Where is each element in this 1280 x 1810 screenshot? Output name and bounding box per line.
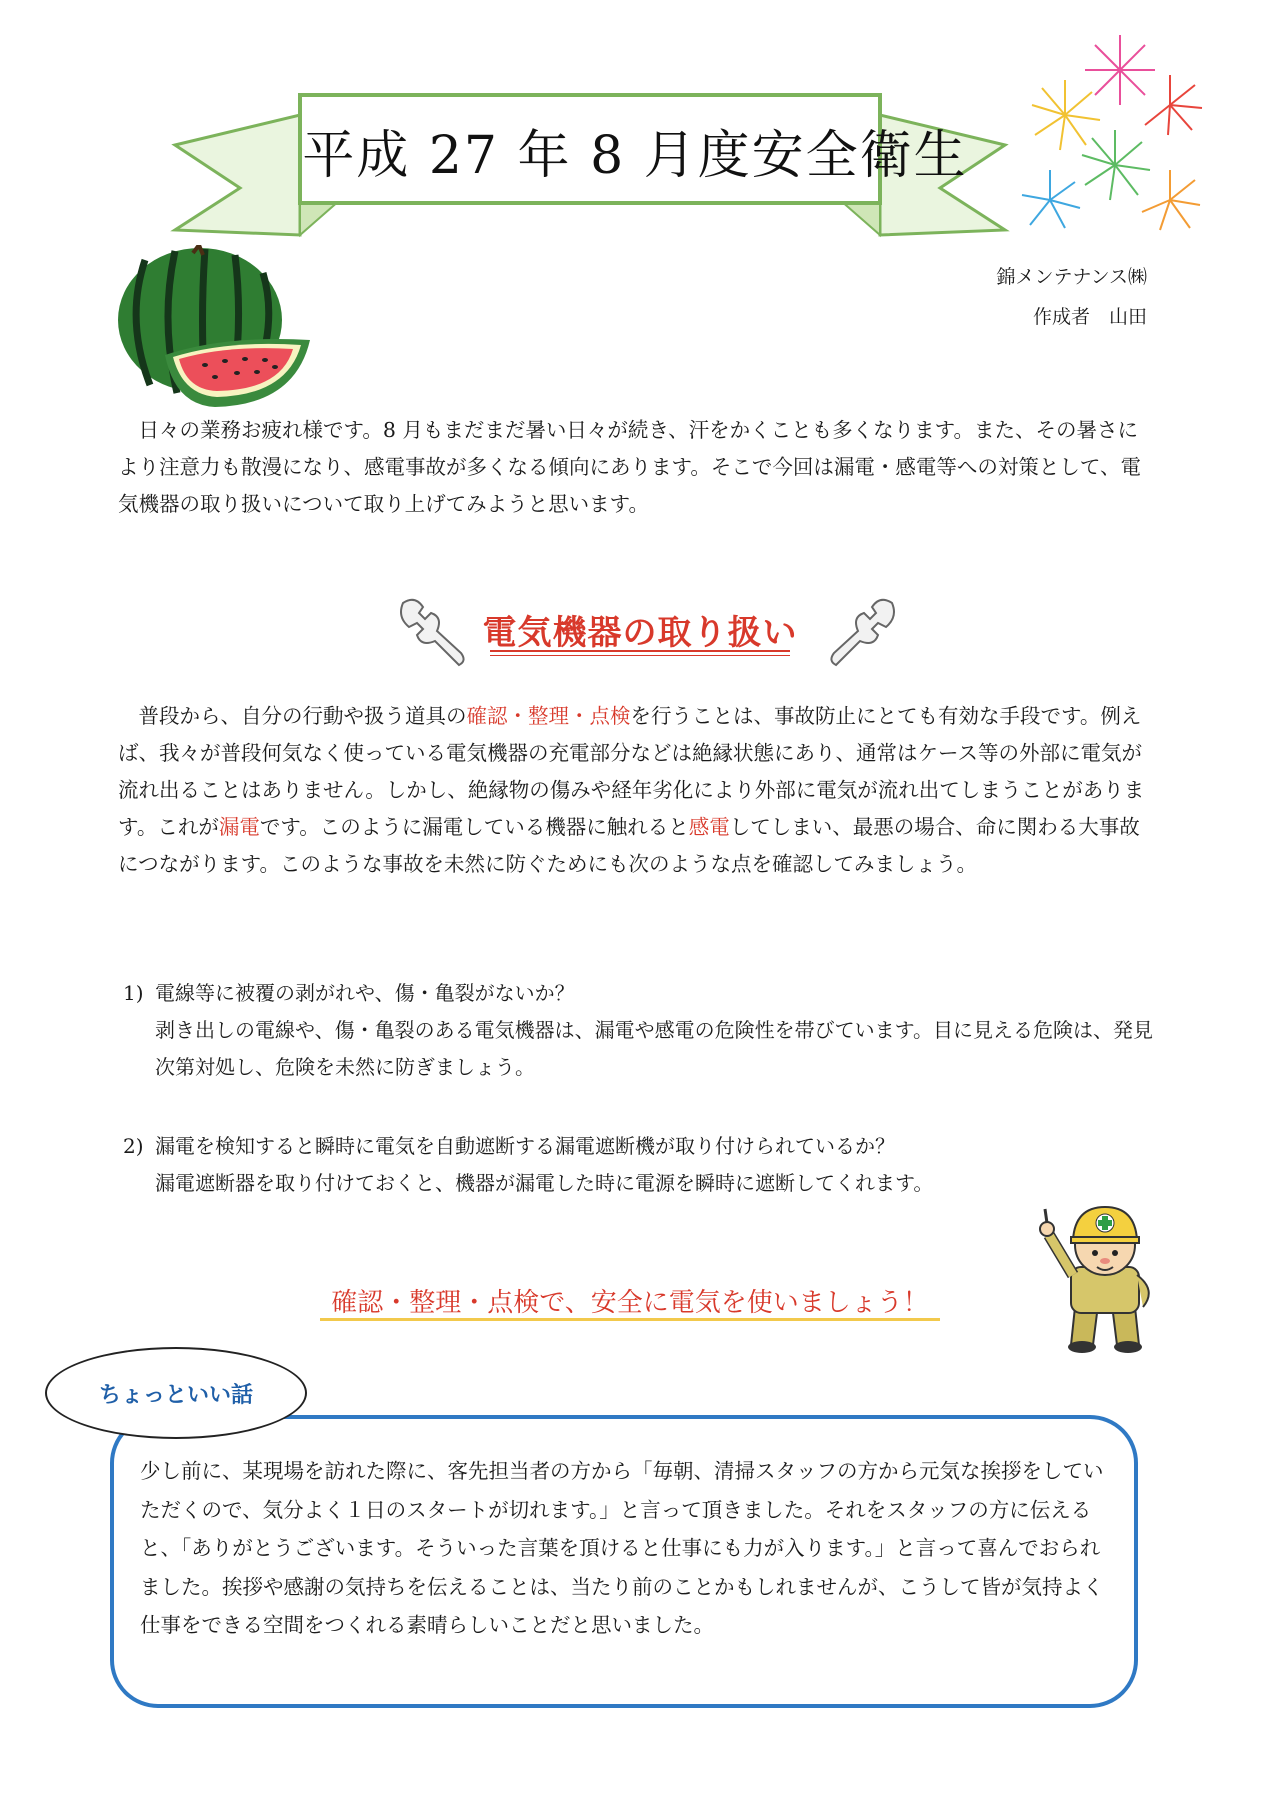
story-label: ちょっといい話 xyxy=(45,1347,307,1439)
page-title: 平成 27 年 8 月度安全衛生 xyxy=(302,125,968,186)
author-name: 作成者 山田 xyxy=(1032,306,1147,328)
story-text-block xyxy=(140,1452,1112,1645)
company-name: 錦メンテナンス㈱ xyxy=(996,266,1147,288)
highlight-leakage: 漏電 xyxy=(218,815,260,839)
story-text: 少し前に、某現場を訪れた際に、客先担当者の方から「毎朝、清掃スタッフの方から元気な挨拶をしていただくので、気分よく１日のスタートが切れます。」と言って頂きました。それをスタッフの方に伝えると、「ありがとうございます。そういった言葉を頂けると仕事にも力が入ります。」と言って喜んでおられました。挨拶や感謝の気持ちを伝えることは、当たり前のことかもしれませんが、こうして皆が気持よく仕事をできる空間をつくれる素晴らしいことだと思いました。 xyxy=(140,1459,1104,1637)
wrench-icon xyxy=(820,595,900,670)
fireworks-illustration xyxy=(1010,30,1210,250)
check-detail: 漏電遮断器を取り付けておくと、機器が漏電した時に電源を瞬時に遮断してくれます。 xyxy=(155,1171,934,1195)
highlight-check: 確認・整理・点検 xyxy=(466,704,631,728)
check-question: 漏電を検知すると瞬時に電気を自動遮断する漏電遮断機が取り付けられているか？ xyxy=(155,1134,895,1158)
check-detail: 剥き出しの電線や、傷・亀裂のある電気機器は、漏電や感電の危険性を帯びています。目に見える危険は、発見次第対処し、危険を未然に防ぎましょう。 xyxy=(155,1018,1153,1079)
worker-character-illustration xyxy=(1035,1195,1175,1355)
body-text: です。このように漏電している機器に触れると xyxy=(259,815,689,839)
check-question: 電線等に被覆の剥がれや、傷・亀裂がないか？ xyxy=(155,981,575,1005)
watermelon-illustration xyxy=(105,245,325,415)
check-item-2 xyxy=(123,1128,1163,1202)
body-text: してしまい、最悪の場合、命に関わる大事故につながります。このような事故を未然に防ぐためにも次のような点を確認してみましょう。 xyxy=(118,815,1140,876)
safety-slogan: 確認・整理・点検で、安全に電気を使いましょう！ xyxy=(331,1288,929,1318)
check-number: 1) xyxy=(123,981,144,1005)
check-number: 2) xyxy=(123,1134,144,1158)
intro-paragraph xyxy=(118,412,1158,523)
section-body-text xyxy=(118,698,1158,883)
wrench-icon xyxy=(395,595,475,670)
highlight-shock: 感電 xyxy=(688,815,730,839)
slogan-underline xyxy=(320,1318,940,1321)
body-text: を行うことは、事故防止にとても有効な手段です。例えば、我々が普段何気なく使っている電気機器の充電部分などは絶縁状態にあり、通常はケース等の外部に電気が流れ出ることはありません。しかし、絶縁物の傷みや経年劣化により外部に電気が流れ出てしまうことがあります。これが xyxy=(118,704,1145,839)
section-title: 電気機器の取り扱い xyxy=(482,613,798,653)
body-text: 普段から、自分の行動や扱う道具の xyxy=(138,704,467,728)
section-body xyxy=(118,698,1158,883)
section-title-underline xyxy=(490,650,790,656)
intro-text: 日々の業務お疲れ様です。8 月もまだまだ暑い日々が続き、汗をかくことも多くなります。また、その暑さにより注意力も散漫になり、感電事故が多くなる傾向にあります。そこで今回は漏電・感電等への対策として、電気機器の取り扱いについて取り上げてみようと思います。 xyxy=(118,418,1141,516)
check-item-1 xyxy=(123,975,1163,1086)
